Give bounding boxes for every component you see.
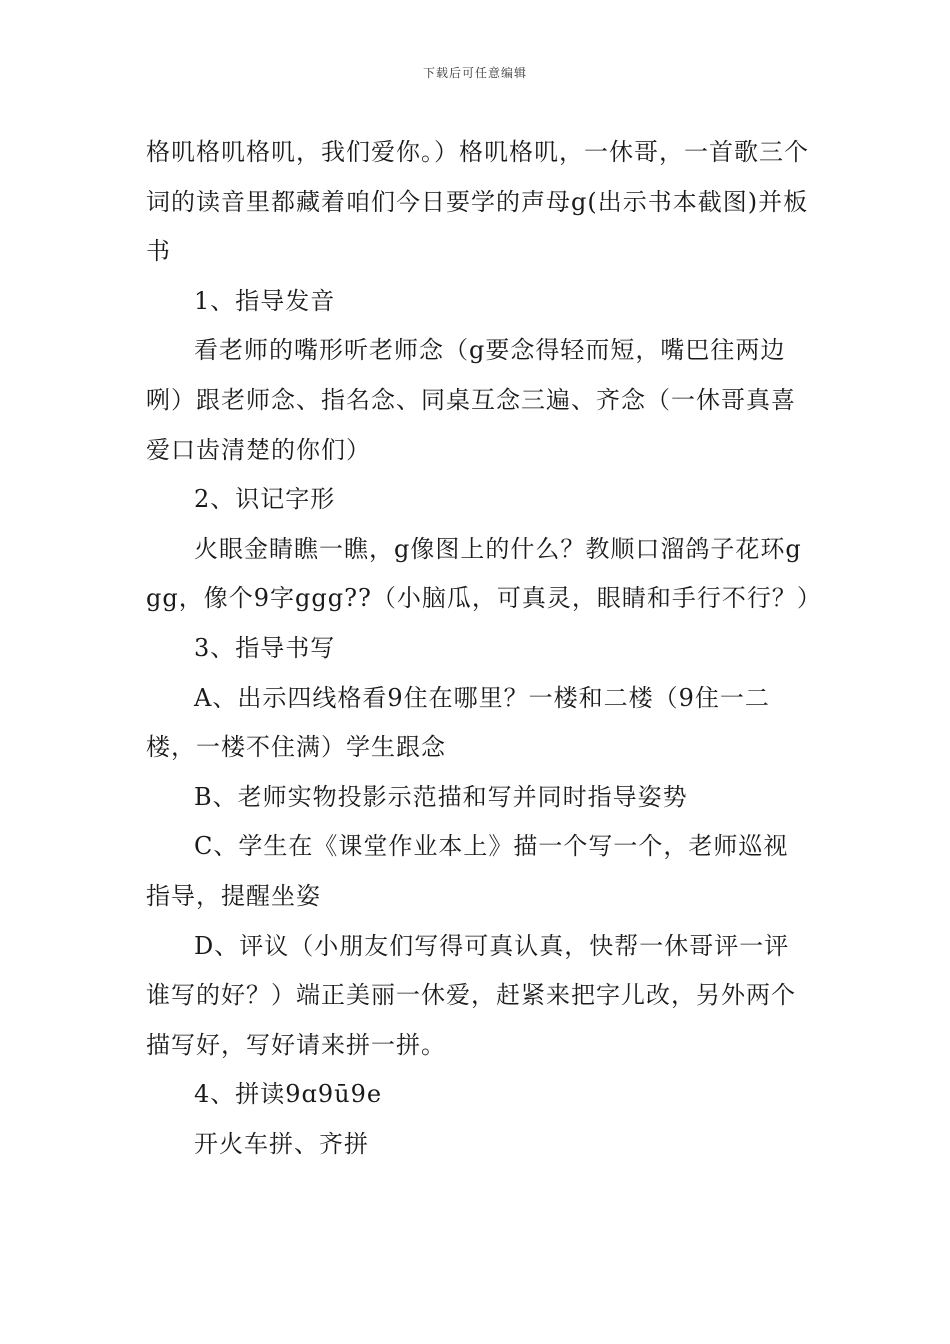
header-note: 下载后可任意编辑 [422, 66, 527, 80]
section-heading: 2、识记字形 [194, 485, 336, 514]
paragraph: 看老师的嘴形听老师念（g要念得轻而短，嘴巴往两边咧）跟老师念、指名念、同桌互念三遍、齐念（一休哥真喜爱口齿清楚的你们） [146, 336, 796, 464]
paragraph: A、出示四线格看9住在哪里？一楼和二楼（9住一二楼，一楼不住满）学生跟念 [146, 683, 770, 762]
document-body [146, 128, 822, 1169]
section-heading: 3、指导书写 [194, 633, 336, 662]
paragraph: 火眼金睛瞧一瞧，g像图上的什么？教顺口溜鸽子花环ggg，像个9字ggg??（小脑瓜，可真灵，眼睛和手行不行？） [146, 534, 822, 613]
paragraph: D、评议（小朋友们写得可真认真，快帮一休哥评一评谁写的好？）端正美丽一休爱，赶紧来把字儿改，另外两个描写好，写好请来拼一拼。 [146, 931, 796, 1059]
paragraph: B、老师实物投影示范描和写并同时指导姿势 [194, 782, 688, 811]
section-heading: 1、指导发音 [194, 286, 336, 315]
section-heading: 4、拼读9ɑ9ū9e [194, 1080, 383, 1109]
paragraph: 开火车拼、齐拼 [194, 1129, 369, 1158]
paragraph: C、学生在《课堂作业本上》描一个写一个，老师巡视指导，提醒坐姿 [146, 832, 789, 910]
paragraph: 格叽格叽格叽，我们爱你。）格叽格叽，一休哥，一首歌三个词的读音里都藏着咱们今日要学的声母g(出示书本截图)并板书 [146, 138, 809, 266]
